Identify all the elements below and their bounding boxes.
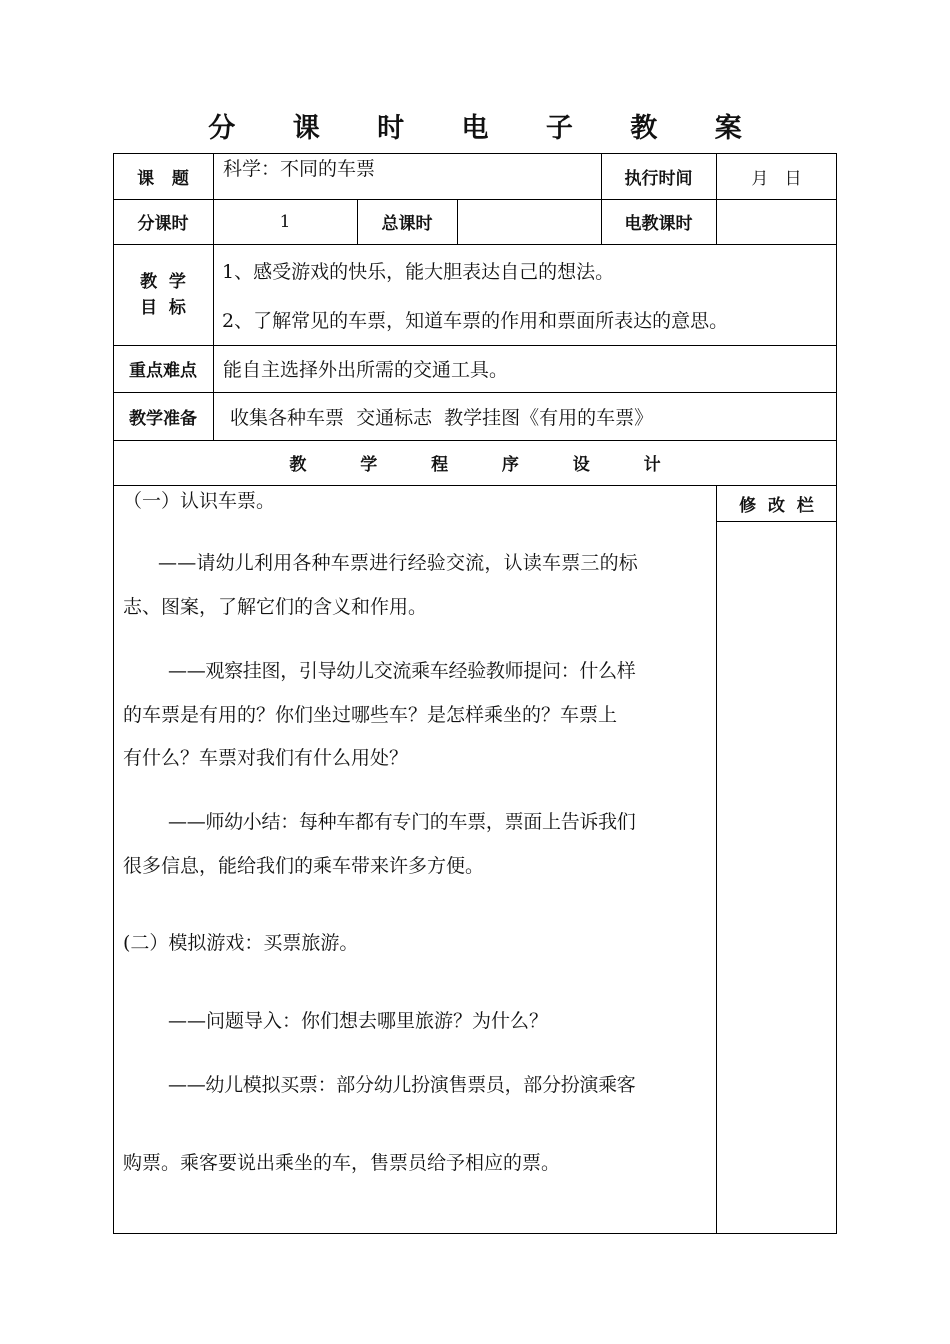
section-heading: （一）认识车票。: [123, 490, 276, 512]
procedure-line: 购票。乘客要说出乘坐的车，售票员给予相应的票。: [123, 1152, 561, 1174]
procedure-line: ——观察挂图，引导幼儿交流乘车经验教师提问：什么样: [168, 660, 636, 682]
exec-time-value: 月 日: [751, 168, 802, 189]
procedure-line: 很多信息，能给我们的乘车带来许多方便。: [123, 855, 485, 877]
goal-item: 2、了解常见的车票，知道车票的作用和票面所表达的意思。: [222, 310, 729, 332]
procedure-line: 有什么？车票对我们有什么用处？: [123, 747, 409, 769]
procedure-line: ——幼儿模拟买票：部分幼儿扮演售票员，部分扮演乘客: [168, 1074, 636, 1096]
preparation-value: 收集各种车票 交通标志 教学挂图《有用的车票》: [230, 406, 654, 429]
col-divider: [716, 485, 717, 1234]
lesson-value: 1: [279, 211, 291, 232]
goals-label: [113, 244, 213, 345]
topic-value: 科学：不同的车票: [223, 157, 376, 180]
row-divider: [113, 244, 837, 245]
goal-item: 1、感受游戏的快乐，能大胆表达自己的想法。: [222, 261, 615, 283]
col-divider: [213, 153, 214, 440]
procedure-line: ——问题导入：你们想去哪里旅游？为什么？: [168, 1010, 549, 1032]
total-lessons-value: [457, 199, 601, 244]
procedure-line: ——请幼儿利用各种车票进行经验交流，认读车票三的标: [158, 552, 639, 574]
procedure-line: 的车票是有用的？你们坐过哪些车？是怎样乘坐的？车票上: [123, 704, 618, 726]
preparation-label: 教学准备: [129, 408, 197, 429]
page-title: 分 课 时 电 子 教 案: [208, 113, 766, 144]
total-lessons-label: 总课时: [381, 214, 433, 234]
revision-column-label: 修 改 栏: [739, 495, 814, 516]
exec-time-label: 执行时间: [624, 168, 693, 189]
topic-label: 课 题: [137, 168, 189, 189]
procedure-line: 志、图案，了解它们的含义和作用。: [123, 596, 428, 618]
goals-label-line1: 教 学: [140, 271, 186, 292]
goals-label-line2: 目 标: [140, 297, 186, 318]
key-points-value: 能自主选择外出所需的交通工具。: [223, 359, 509, 381]
key-points-label: 重点难点: [129, 361, 197, 381]
procedure-line: ——师幼小结：每种车都有专门的车票，票面上告诉我们: [168, 811, 636, 833]
av-lessons-value: [716, 199, 837, 244]
section-heading: (二）模拟游戏：买票旅游。: [123, 932, 359, 954]
av-lessons-label: 电教课时: [624, 214, 693, 234]
procedure-heading: 教 学 程 序 设 计: [289, 455, 675, 475]
revision-divider: [716, 521, 837, 522]
lesson-label: 分课时: [137, 214, 189, 234]
